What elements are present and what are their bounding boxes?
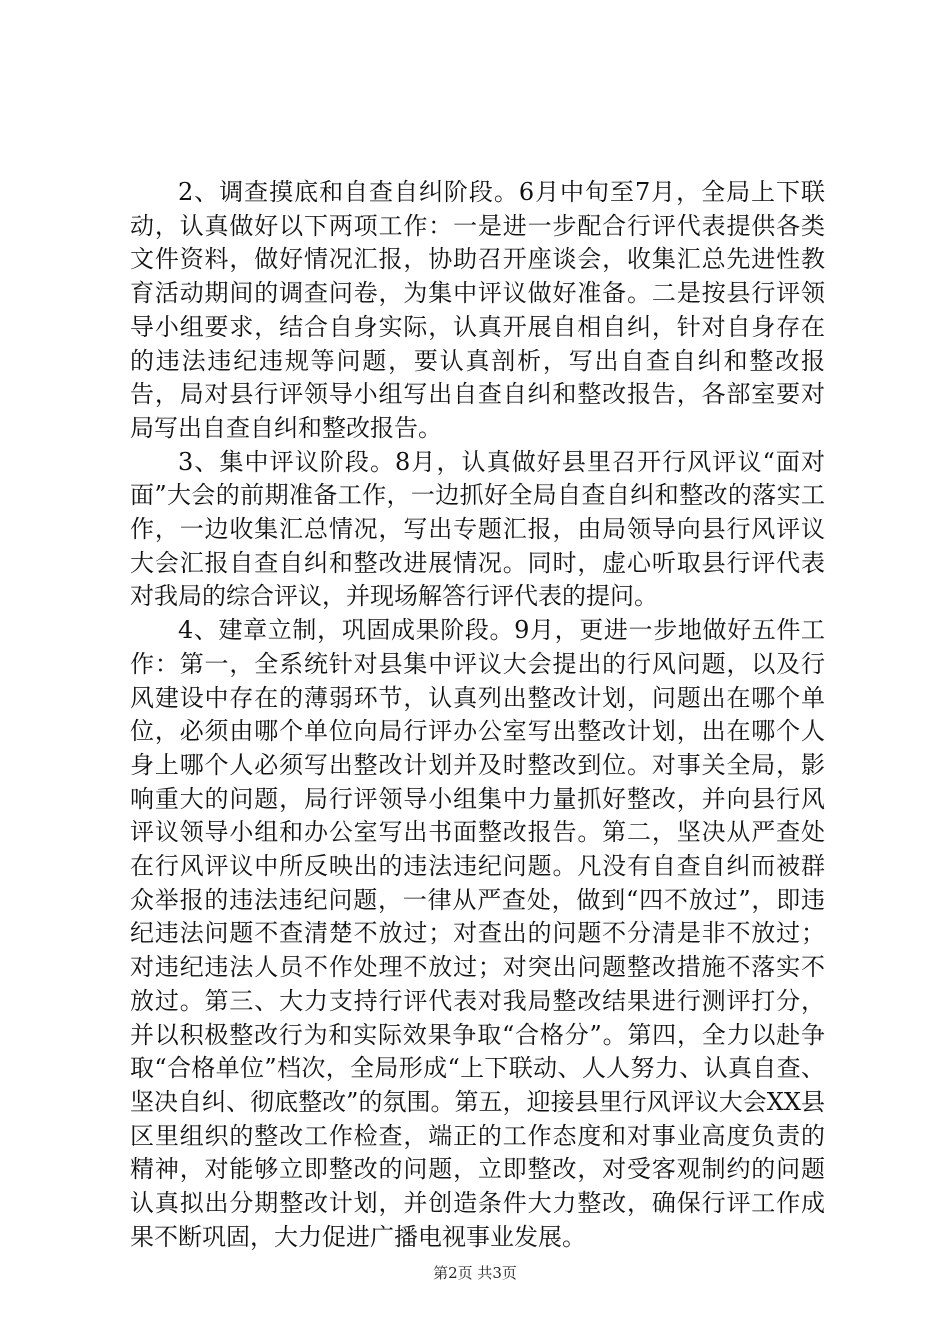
page-footer: 第2页 共3页 [433, 1264, 517, 1282]
document-body [130, 176, 825, 1255]
paragraph-investigation-stage: 2、调查摸底和自查自纠阶段。6月中旬至7月，全局上下联动，认真做好以下两项工作：一是进一步配合行评代表提供各类文件资料，做好情况汇报，协助召开座谈会，收集汇总先进性教育活动期间的调查问卷，为集中评议做好准备。二是按县行评领导小组要求，结合自身实际，认真开展自相自纠，针对自身存在的违法违纪违规等问题，要认真剖析，写出自查自纠和整改报告，局对县行评领导小组写出自查自纠和整改报告，各部室要对局写出自查自纠和整改报告。 [130, 178, 825, 442]
paragraph-review-stage: 3、集中评议阶段。8月，认真做好县里召开行风评议“面对面”大会的前期准备工作，一边抓好全局自查自纠和整改的落实工作，一边收集汇总情况，写出专题汇报，由局领导向县行风评议大会汇报自查自纠和整改进展情况。同时，虚心听取县行评代表对我局的综合评议，并现场解答行评代表的提问。 [130, 447, 825, 611]
paragraph-consolidation-stage: 4、建章立制，巩固成果阶段。9月，更进一步地做好五件工作：第一，全系统针对县集中评议大会提出的行风问题，以及行风建设中存在的薄弱环节，认真列出整改计划，问题出在哪个单位，必须由哪个单位向局行评办公室写出整改计划，出在哪个人身上哪个人必须写出整改计划并及时整改到位。对事关全局，影响重大的问题，局行评领导小组集中力量抓好整改，并向县行风评议领导小组和办公室写出书面整改报告。第二，坚决从严查处在行风评议中所反映出的违法违纪问题。凡没有自查自纠而被群众举报的违法违纪问题，一律从严查处，做到“四不放过”，即违纪违法问题不查清楚不放过；对查出的问题不分清是非不放过；对违纪违法人员不作处理不放过；对突出问题整改措施不落实不放过。第三、大力支持行评代表对我局整改结果进行测评打分，并以积极整改行为和实际效果争取“合格分”。第四，全力以赴争取“合格单位”档次，全局形成“上下联动、人人努力、认真自查、坚决自纠、彻底整改”的氛围。第五，迎接县里行风评议大会XX县区里组织的整改工作检查，端正的工作态度和对事业高度负责的精神，对能够立即整改的问题，立即整改，对受客观制约的问题认真拟出分期整改计划，并创造条件大力整改，确保行评工作成果不断巩固，大力促进广播电视事业发展。 [130, 616, 825, 1251]
